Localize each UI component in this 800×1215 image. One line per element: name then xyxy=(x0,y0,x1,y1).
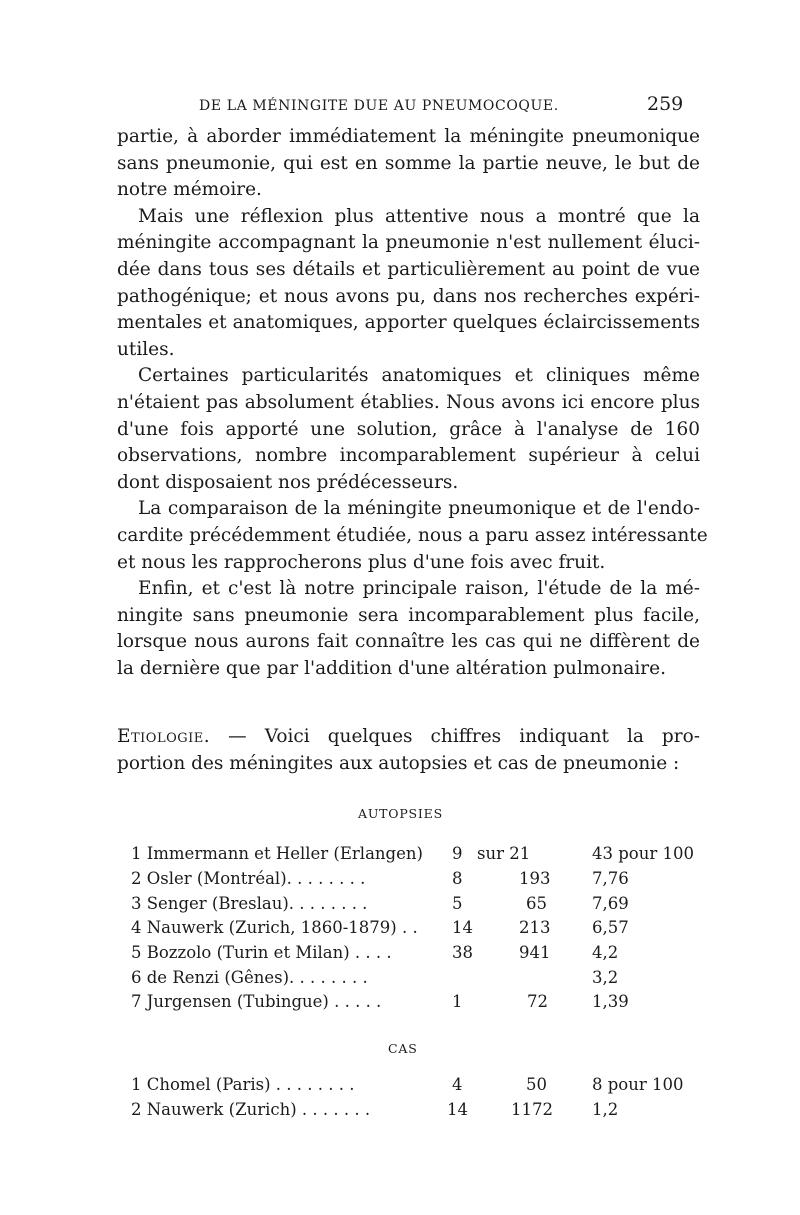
row-percent: 7,76 xyxy=(592,869,629,888)
text-line: portion des méningites aux autopsies et cas de pneumonie : xyxy=(117,752,680,774)
row-percent: 7,69 xyxy=(592,894,629,913)
row-percent: 4,2 xyxy=(592,943,619,962)
row-total: 1172 xyxy=(511,1100,553,1119)
row-name: 2 Osler (Montréal). . . . . . . . xyxy=(131,869,366,888)
row-name: 3 Senger (Breslau). . . . . . . . xyxy=(131,894,368,913)
table-row xyxy=(0,869,800,893)
text-line: ningite sans pneumonie sera incomparablement plus facile, xyxy=(117,604,700,626)
row-count: 4 xyxy=(452,1075,463,1094)
etiologie-text: — Voici quelques chiffres indiquant la pro- xyxy=(210,726,700,747)
text-line: dée dans tous ses détails et particulièrement au point de vue xyxy=(117,258,700,280)
table-row xyxy=(0,894,800,918)
row-total: 213 xyxy=(519,918,551,937)
text-line: La comparaison de la méningite pneumonique et de l'endo- xyxy=(138,498,700,520)
row-name: 5 Bozzolo (Turin et Milan) . . . . xyxy=(131,943,392,962)
row-total: 193 xyxy=(519,869,551,888)
text-line: la dernière que par l'addition d'une altération pulmonaire. xyxy=(117,657,666,679)
text-line: dont disposaient nos prédécesseurs. xyxy=(117,471,459,493)
row-count: 1 xyxy=(452,992,463,1011)
row-count: 14 xyxy=(452,918,473,937)
row-count: 38 xyxy=(452,943,473,962)
text-line: lorsque nous aurons fait connaître les cas qui ne diffèrent de xyxy=(117,631,700,653)
row-percent: 3,2 xyxy=(592,968,619,987)
text-line: méningite accompagnant la pneumonie n'est nullement éluci- xyxy=(117,232,700,254)
row-percent: 6,57 xyxy=(592,918,629,937)
text-line: n'étaient pas absolument établies. Nous avons ici encore plus xyxy=(117,391,700,413)
row-name: 1 Immermann et Heller (Erlangen) xyxy=(131,844,423,863)
row-total: sur 21 xyxy=(477,844,531,863)
page-number: 259 xyxy=(647,93,684,115)
running-title: DE LA MÉNINGITE DUE AU PNEUMOCOQUE. xyxy=(199,98,559,114)
row-count: 14 xyxy=(447,1100,468,1119)
text-line: pathogénique; et nous avons pu, dans nos recherches expéri- xyxy=(117,285,700,307)
row-name: 7 Jurgensen (Tubingue) . . . . . xyxy=(131,992,382,1011)
text-line: sans pneumonie, qui est en somme la partie neuve, le but de xyxy=(117,152,700,174)
text-line: d'une fois apporté une solution, grâce à l'analyse de 160 xyxy=(117,418,700,440)
row-name: 6 de Renzi (Gênes). . . . . . . . xyxy=(131,968,368,987)
autopsies-heading: AUTOPSIES xyxy=(358,806,443,821)
row-total: 941 xyxy=(519,943,551,962)
row-name: 2 Nauwerk (Zurich) . . . . . . . xyxy=(131,1100,371,1119)
row-name: 1 Chomel (Paris) . . . . . . . . xyxy=(131,1075,355,1094)
row-percent: 1,2 xyxy=(592,1100,619,1119)
row-count: 8 xyxy=(452,869,463,888)
text-line: et nous les rapprocherons plus d'une fois avec fruit. xyxy=(117,551,606,573)
text-line: observations, nombre incomparablement supérieur à celui xyxy=(117,445,700,467)
row-total: 50 xyxy=(526,1075,547,1094)
table-row xyxy=(0,918,800,942)
table-row xyxy=(0,844,800,868)
text-line: utiles. xyxy=(117,338,175,360)
text-line: cardite précédemment étudiée, nous a paru assez intéressante xyxy=(117,524,708,546)
cas-heading: CAS xyxy=(388,1041,418,1056)
text-line: Certaines particularités anatomiques et cliniques même xyxy=(138,365,700,387)
etiologie-label: Etiologie. xyxy=(117,726,211,747)
table-row xyxy=(0,943,800,967)
text-line: notre mémoire. xyxy=(117,179,262,201)
table-row xyxy=(0,992,800,1016)
text-line: mentales et anatomiques, apporter quelques éclaircissements xyxy=(117,312,700,334)
table-row xyxy=(0,1100,800,1124)
table-row xyxy=(0,968,800,992)
row-count: 5 xyxy=(452,894,463,913)
row-total: 65 xyxy=(526,894,547,913)
row-total: 72 xyxy=(527,992,548,1011)
text-line: Mais une réflexion plus attentive nous a montré que la xyxy=(138,205,700,227)
row-percent: 43 pour 100 xyxy=(592,844,694,863)
text-line: partie, à aborder immédiatement la méningite pneumonique xyxy=(117,126,700,147)
row-percent: 1,39 xyxy=(592,992,629,1011)
etiologie-paragraph xyxy=(117,724,700,777)
table-row xyxy=(0,1075,800,1099)
row-name: 4 Nauwerk (Zurich, 1860-1879) . . xyxy=(131,918,418,937)
body-text xyxy=(117,124,708,682)
row-percent: 8 pour 100 xyxy=(592,1075,684,1094)
row-count: 9 xyxy=(452,844,463,863)
text-line xyxy=(117,724,700,751)
text-line: Enfin, et c'est là notre principale raison, l'étude de la mé- xyxy=(138,578,700,600)
